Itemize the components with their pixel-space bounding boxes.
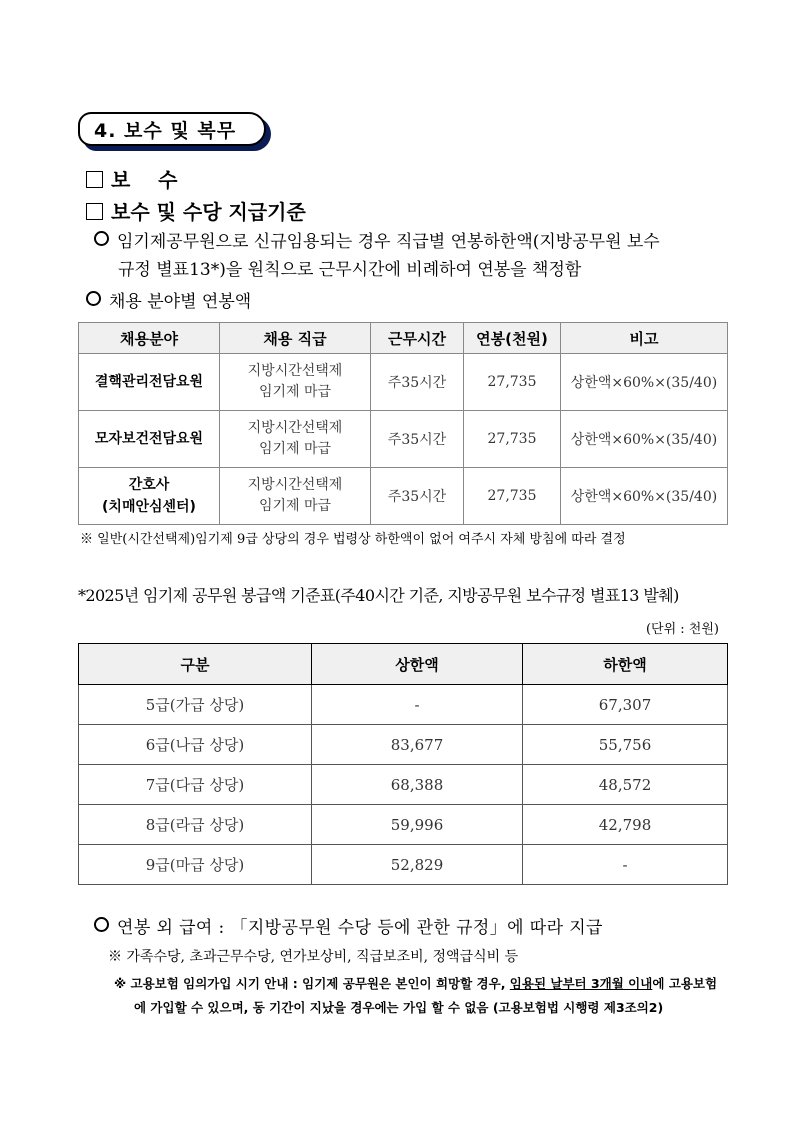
salary-cell: 27,735 [464,468,561,525]
lower-cell: 48,572 [523,765,728,805]
salary-cell: 27,735 [464,411,561,468]
col-header: 비고 [561,323,728,354]
col-header: 채용분야 [79,323,220,354]
field-text: 간호사 [128,477,170,493]
grade-cell: 6급(나급 상당) [79,725,312,765]
table-row [79,725,728,765]
salary-by-field-table [78,322,728,525]
section-title: 4. 보수 및 복무 [94,120,237,142]
upper-cell: 83,677 [312,725,523,765]
unit-label: (단위 : 천원) [645,622,719,637]
upper-cell: 59,996 [312,805,523,845]
col-header: 채용 직급 [220,323,371,354]
note-cell: 상한액×60%×(35/40) [561,411,728,468]
grade-line: 임기제 마급 [258,384,332,400]
heading-criteria-label: 보수 및 수당 지급기준 [111,200,306,224]
salary-standard-table [78,643,728,885]
table-row [79,765,728,805]
allowance-list-note: ※ 가족수당, 초과근무수당, 연가보상비, 직급보조비, 정액급식비 등 [108,949,519,965]
hours-cell: 주35시간 [371,468,464,525]
upper-cell: 68,388 [312,765,523,805]
table2-title: *2025년 임기제 공무원 봉급액 기준표(주40시간 기준, 지방공무원 보수규정 별표13 발췌) [78,586,679,605]
table-row [79,805,728,845]
note-part-time: ※ 일반(시간선택제)임기제 9급 상당의 경우 법령상 하한액이 없어 여주시 자체 방침에 따라 결정 [80,532,626,547]
grade-line: 임기제 마급 [258,498,332,514]
checkbox-square-icon [86,203,103,220]
paragraph-other-pay [94,914,603,942]
upper-cell: - [312,685,523,725]
lower-cell: 67,307 [523,685,728,725]
insurance-text-3: 에 가입할 수 있으며, 동 기간이 지났을 경우에는 가입 할 수 없음 (고용보험법 시행령 제3조의2) [134,1000,664,1015]
lower-cell: - [523,845,728,885]
para3-text: 연봉 외 급여 : 「지방공무원 수당 등에 관한 규정」에 따라 지급 [117,918,603,938]
grade-line: 지방시간선택제 [247,477,343,493]
heading-criteria [86,196,306,225]
circle-bullet-icon [94,917,109,932]
note-cell: 상한액×60%×(35/40) [561,468,728,525]
circle-bullet-icon [94,231,109,246]
upper-cell: 52,829 [312,845,523,885]
grade-cell: 7급(다급 상당) [79,765,312,805]
note-cell: 상한액×60%×(35/40) [561,354,728,411]
paragraph-salary-by-field [86,288,251,316]
field-text: 모자보건전담요원 [94,431,204,447]
salary-cell: 27,735 [464,354,561,411]
table-row [79,354,728,411]
grade-cell [220,468,371,525]
col-header: 하한액 [523,644,728,685]
grade-line: 지방시간선택제 [247,363,343,379]
paragraph-salary-basis [94,228,734,284]
insurance-text-1: ※ 고용보험 임의가입 시기 안내 : 임기제 공무원은 본인이 희망할 경우, [114,976,510,991]
grade-line: 임기제 마급 [258,441,332,457]
col-header: 근무시간 [371,323,464,354]
field-subtext: (치매안심센터) [102,499,196,515]
lower-cell: 55,756 [523,725,728,765]
hours-cell: 주35시간 [371,411,464,468]
grade-cell: 9급(마급 상당) [79,845,312,885]
para2-text: 채용 분야별 연봉액 [109,292,252,312]
col-header: 연봉(천원) [464,323,561,354]
hours-cell: 주35시간 [371,354,464,411]
table-header-row [79,323,728,354]
para1-line2: 규정 별표13*)을 원칙으로 근무시간에 비례하여 연봉을 책정함 [118,260,582,280]
col-header: 구분 [79,644,312,685]
table-row [79,685,728,725]
table-header-row [79,644,728,685]
heading-pay [86,164,178,193]
circle-bullet-icon [86,291,101,306]
checkbox-square-icon [86,171,103,188]
grade-cell [220,354,371,411]
insurance-notice [114,972,734,1020]
para1-line1: 임기제공무원으로 신규임용되는 경우 직급별 연봉하한액(지방공무원 보수 [117,232,660,252]
table-row [79,468,728,525]
table-row [79,845,728,885]
col-header: 상한액 [312,644,523,685]
lower-cell: 42,798 [523,805,728,845]
heading-pay-label: 보 수 [111,168,178,192]
field-text: 결핵관리전담요원 [94,374,204,390]
field-cell [79,468,220,525]
field-cell [79,354,220,411]
grade-cell: 5급(가급 상당) [79,685,312,725]
insurance-text-2: 에 고용보험 [652,976,718,991]
grade-line: 지방시간선택제 [247,420,343,436]
field-cell [79,411,220,468]
grade-cell [220,411,371,468]
insurance-period-highlight: 임용된 날부터 3개월 이내 [509,976,653,991]
section-title-tab [78,112,266,146]
table-row [79,411,728,468]
grade-cell: 8급(라급 상당) [79,805,312,845]
